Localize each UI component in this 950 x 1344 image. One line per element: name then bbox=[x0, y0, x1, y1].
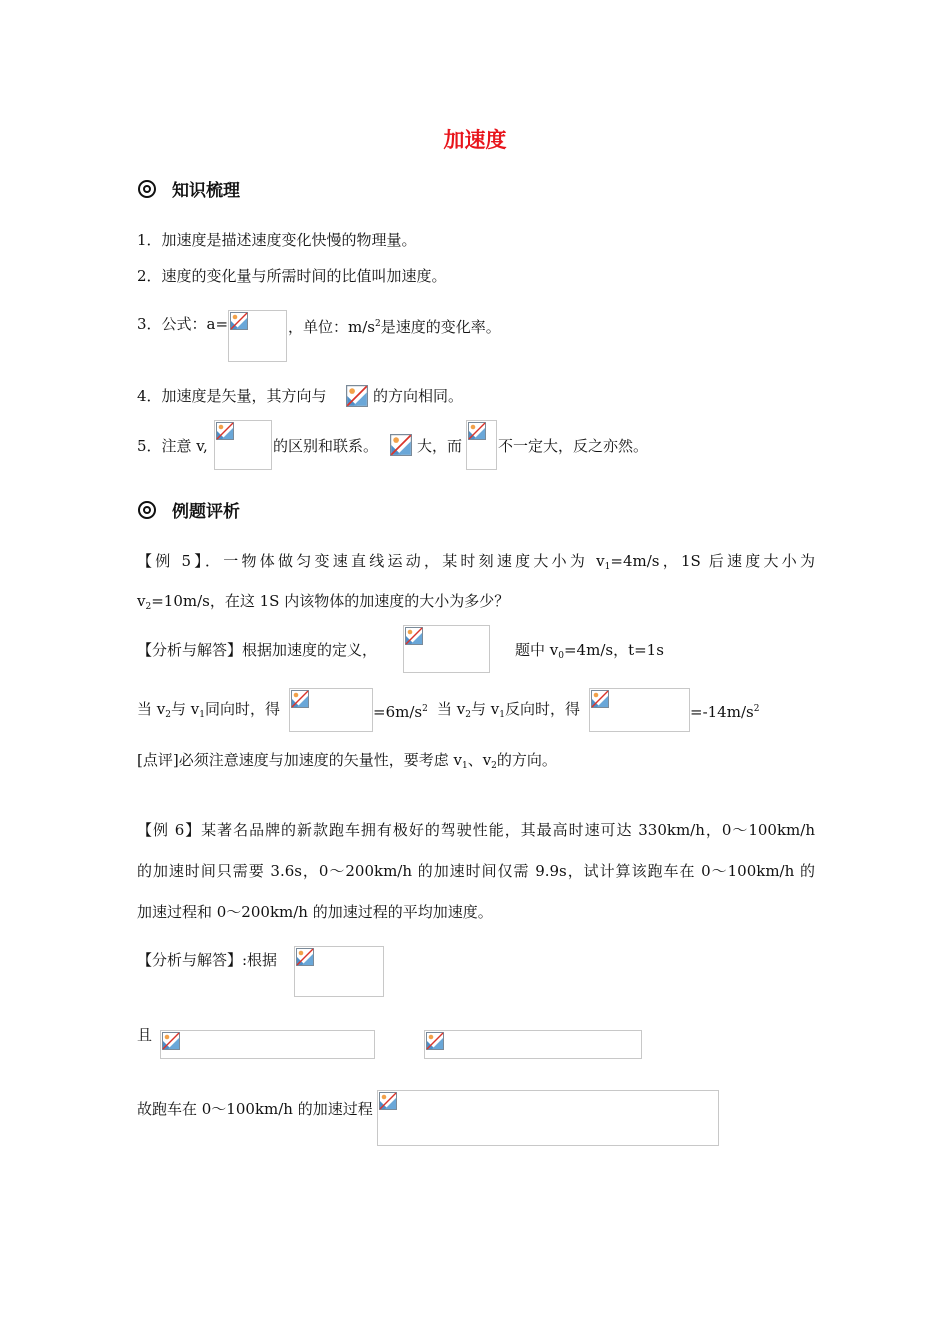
broken-image-icon bbox=[291, 690, 309, 708]
definition-image bbox=[403, 625, 490, 673]
case-opposite-image bbox=[589, 688, 690, 732]
knowledge-point-3: 3．公式：a= bbox=[137, 315, 229, 333]
section-heading-label: 知识梳理 bbox=[172, 181, 240, 201]
example5-case-same: 当 $v_2$与 $v_1$同向时，得 bbox=[137, 700, 280, 720]
knowledge-point-2: 2．速度的变化量与所需时间的比值叫加速度。 bbox=[137, 267, 447, 285]
example5-given: 题中 $v_0=4m/s$，t=1s bbox=[515, 641, 664, 661]
page-title: 加速度 bbox=[443, 128, 507, 152]
formula-image bbox=[228, 310, 287, 362]
knowledge-point-4-end: 的方向相同。 bbox=[373, 387, 464, 405]
broken-image-icon bbox=[162, 1032, 180, 1050]
section-heading-knowledge bbox=[138, 176, 240, 201]
example5-analysis: 【分析与解答】根据加速度的定义， bbox=[137, 641, 378, 659]
bullseye-icon bbox=[138, 501, 156, 519]
broken-image-icon bbox=[591, 690, 609, 708]
delta-v-formula-image bbox=[214, 420, 272, 470]
example6-and: 且 bbox=[137, 1026, 153, 1044]
a-image bbox=[466, 420, 497, 470]
knowledge-point-5-relation: 的区别和联系。 bbox=[273, 437, 379, 455]
example6-line2: 的加速时间只需要 3.6s，0～200km/h 的加速时间仅需 9.9s，试计算该跑车在 0～100km/h 的 bbox=[137, 862, 815, 880]
delta-v-image bbox=[345, 384, 371, 408]
case-same-result: $=6m/s^2$ bbox=[373, 703, 428, 721]
example5-comment: [点评]必须注意速度与加速度的矢量性，要考虑 $v_1$、$v_2$的方向。 bbox=[137, 751, 557, 771]
broken-image-icon bbox=[426, 1032, 444, 1050]
broken-image-icon bbox=[468, 422, 486, 440]
section-heading-label: 例题评析 bbox=[172, 502, 240, 522]
broken-image-icon bbox=[379, 1092, 397, 1110]
example5-line1: 【例 5】．一物体做匀变速直线运动，某时刻速度大小为 $v_1=4m/s$，1S 后速度大小为 bbox=[137, 552, 815, 572]
knowledge-point-5-end: 不一定大，反之亦然。 bbox=[498, 437, 649, 455]
case-same-image bbox=[289, 688, 373, 732]
section-heading-examples bbox=[138, 497, 240, 522]
knowledge-point-3-unit: ，单位：$m/s^2$是速度的变化率。 bbox=[288, 318, 501, 336]
acceleration-definition-image bbox=[294, 946, 384, 997]
broken-image-icon bbox=[346, 385, 368, 407]
example5-line2: $v_2=10m/s$，在这 1S 内该物体的加速度的大小为多少？ bbox=[137, 592, 510, 612]
broken-image-icon bbox=[216, 422, 234, 440]
knowledge-point-4: 4．加速度是矢量，其方向与 bbox=[137, 387, 327, 405]
broken-image-icon bbox=[405, 627, 423, 645]
knowledge-point-1: 1．加速度是描述速度变化快慢的物理量。 bbox=[137, 231, 417, 249]
broken-image-icon bbox=[230, 312, 248, 330]
example6-conclusion: 故跑车在 0～100km/h 的加速过程 bbox=[137, 1100, 373, 1118]
example5-case-opposite: 当 $v_2$与 $v_1$反向时，得 bbox=[437, 700, 580, 720]
velocity-100-conversion-image bbox=[160, 1030, 375, 1059]
velocity-200-conversion-image bbox=[424, 1030, 642, 1059]
broken-image-icon bbox=[390, 434, 412, 456]
average-acceleration-image bbox=[377, 1090, 719, 1146]
v-image bbox=[389, 433, 415, 457]
example6-line3: 加速过程和 0～200km/h 的加速过程的平均加速度。 bbox=[137, 903, 493, 921]
bullseye-icon bbox=[138, 180, 156, 198]
knowledge-point-5: 5．注意 v, bbox=[137, 437, 208, 455]
broken-image-icon bbox=[296, 948, 314, 966]
knowledge-point-5-big: 大，而 bbox=[417, 437, 463, 455]
example6-analysis: 【分析与解答】:根据 bbox=[137, 951, 278, 969]
case-opposite-result: $=-14m/s^2$ bbox=[690, 703, 760, 721]
example6-line1: 【例 6】某著名品牌的新款跑车拥有极好的驾驶性能，其最高时速可达 330km/h，0～100km/h bbox=[137, 821, 815, 839]
